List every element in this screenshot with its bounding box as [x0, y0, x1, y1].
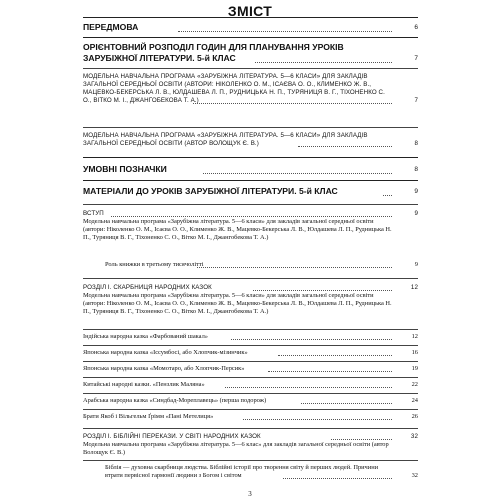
toc-page-number: 19	[411, 365, 418, 372]
divider	[83, 157, 418, 158]
toc-entry-tale-malyan[interactable]	[83, 381, 418, 389]
toc-entry-title: РОЗДІЛ І. СКАРБНИЦЯ НАРОДНИХ КАЗОК	[83, 284, 212, 291]
divider	[83, 37, 418, 38]
toc-entry-biblical-program[interactable]	[83, 441, 418, 457]
toc-entry-title: РОЗДІЛ І. БІБЛІЙНІ ПЕРЕКАЗИ. У СВІТІ НАРОДНИХ КАЗОК	[83, 433, 261, 440]
toc-entry-title: ОРІЄНТОВНИЙ РОЗПОДІЛ ГОДИН ДЛЯ ПЛАНУВАННЯ УРОКІВ ЗАРУБІЖНОЇ ЛІТЕРАТУРИ. 5-й КЛАС	[83, 42, 344, 63]
toc-entry-program-authors[interactable]	[83, 73, 418, 105]
divider	[83, 17, 418, 18]
dot-leader	[331, 439, 392, 440]
toc-entry-title: Індійська народна казка «Фарбований шакал»	[83, 333, 208, 340]
toc-entry-section-biblical[interactable]	[83, 433, 418, 441]
dot-leader	[383, 195, 392, 196]
toc-page-number: 16	[411, 349, 418, 356]
toc-page-number: 22	[411, 381, 418, 388]
dot-leader	[197, 267, 392, 268]
toc-page-number: 32	[411, 472, 418, 480]
dot-leader	[268, 371, 392, 372]
toc-entry-title: Біблія — духовна скарбниця людства. Біблійні історії про творення світу й перших людей. Причини втрати первісної гармонії людини з Богом і світом	[105, 464, 379, 480]
toc-entry-tale-sindbad[interactable]	[83, 397, 418, 405]
toc-entry-book-role[interactable]	[83, 261, 418, 269]
toc-entry-title: МОДЕЛЬНА НАВЧАЛЬНА ПРОГРАМА «ЗАРУБІЖНА ЛІТЕРАТУРА. 5—6 КЛАСИ» ДЛЯ ЗАКЛАДІВ ЗАГАЛЬНОЇ СЕРЕДНЬОЇ ОСВІТИ (АВТОР ВОЛОЩУК Є. В.)	[83, 132, 368, 147]
toc-page-number: 24	[411, 397, 418, 404]
divider	[83, 409, 418, 410]
dot-leader	[243, 419, 392, 420]
dot-leader	[203, 173, 392, 174]
toc-entry-title: ВСТУП	[83, 210, 104, 217]
toc-entry-program-voloshchuk[interactable]	[83, 132, 418, 148]
dot-leader	[301, 403, 392, 404]
divider	[83, 204, 418, 205]
toc-page-number: 9	[414, 261, 418, 268]
divider	[83, 361, 418, 362]
dot-leader	[225, 387, 392, 388]
toc-page-number: 9	[414, 188, 418, 195]
dot-leader	[283, 478, 392, 479]
toc-entry-title: Японська народна казка «Момотаро, або Хлопчик-Персик»	[83, 365, 245, 372]
toc-entry-title: Брати Якоб і Вільгельм Ґрімм «Пані Метелиця»	[83, 413, 214, 420]
toc-page-number: 7	[414, 55, 418, 62]
dot-leader	[178, 31, 392, 32]
divider	[83, 68, 418, 69]
toc-entry-title: Роль книжки в третьому тисячолітті	[105, 261, 204, 268]
toc-entry-tale-momotaro[interactable]	[83, 365, 418, 373]
divider	[83, 428, 418, 429]
page-title: ЗМІСТ	[227, 3, 273, 19]
toc-entry-section-1-program[interactable]	[83, 292, 418, 317]
toc-page-number: 6	[414, 24, 418, 31]
toc-page-number: 12	[410, 284, 418, 291]
dot-leader	[255, 62, 392, 63]
toc-entry-hours-distribution[interactable]	[83, 42, 418, 64]
toc-entry-title: Модельна навчальна програма «Зарубіжна література. 5—6 класи» для закладів загальної середньої освіти (автори: Ніколенко О. М., Ісаєва О. О., Клименко Ж. В., Мацевко-Бекерська Л. В., Юлдашева Л. П., Рудницька Н. П., Туряниця В. Г., Тіхоненко С. О., Вітко М. І., Джангобекова Т. А.)	[83, 218, 392, 242]
divider	[83, 180, 418, 181]
toc-entry-materials[interactable]	[83, 186, 418, 197]
toc-page-number: 7	[414, 97, 418, 104]
divider	[83, 377, 418, 378]
divider	[83, 278, 418, 279]
divider	[83, 393, 418, 394]
toc-entry-tale-jackal[interactable]	[83, 333, 418, 341]
toc-entry-title: МАТЕРІАЛИ ДО УРОКІВ ЗАРУБІЖНОЇ ЛІТЕРАТУРИ. 5-й КЛАС	[83, 186, 338, 196]
toc-entry-title: УМОВНІ ПОЗНАЧКИ	[83, 164, 167, 174]
toc-entry-preface[interactable]	[83, 22, 418, 33]
toc-entry-intro[interactable]	[83, 210, 418, 218]
toc-page-number: 26	[411, 413, 418, 420]
dot-leader	[253, 290, 392, 291]
toc-entry-intro-program[interactable]	[83, 218, 418, 243]
divider	[83, 127, 418, 128]
toc-page-number: 8	[414, 166, 418, 173]
toc-entry-title: ПЕРЕДМОВА	[83, 22, 139, 32]
toc-page-number: 9	[414, 210, 418, 217]
toc-entry-tale-metelytsia[interactable]	[83, 413, 418, 421]
toc-entry-section-1[interactable]	[83, 284, 418, 292]
toc-entry-bible-treasury[interactable]	[83, 464, 418, 480]
divider	[83, 329, 418, 330]
dot-leader	[298, 146, 392, 147]
page-number-footer: 3	[248, 490, 252, 498]
toc-page-number: 12	[411, 333, 418, 340]
dot-leader	[278, 355, 392, 356]
toc-entry-title: МОДЕЛЬНА НАВЧАЛЬНА ПРОГРАМА «ЗАРУБІЖНА ЛІТЕРАТУРА. 5—6 КЛАСИ» ДЛЯ ЗАКЛАДІВ ЗАГАЛЬНОЇ СЕРЕДНЬОЇ ОСВІТИ (АВТОРИ: НІКОЛЕНКО О. М., ІСАЄВА О. О., КЛИМЕНКО Ж. В., МАЦЕВКО-БЕКЕРСЬКА Л. В., ЮЛДАШЕВА Л. П., РУДНИЦЬКА Н. П., ТУРЯНИЦЯ В. Г., ТІХОНЕНКО С. О., ВІТКО М. І., ДЖАНГОБЕКОВА Т. А.)	[83, 73, 385, 104]
toc-page-number: 8	[414, 140, 418, 147]
toc-entry-title: Японська народна казка «Іссумбосі, або Хлопчик-мізинчик»	[83, 349, 248, 356]
toc-entry-title: Модельна навчальна програма «Зарубіжна література. 5—6 клас» для закладів загальної середньої освіти (автор Волощук Є. В.)	[83, 441, 389, 457]
toc-entry-tale-issumbosi[interactable]	[83, 349, 418, 357]
divider	[83, 345, 418, 346]
divider	[83, 460, 418, 461]
toc-entry-legend[interactable]	[83, 164, 418, 175]
toc-entry-title: Китайські народні казки. «Пензлик Маляна»	[83, 381, 205, 388]
toc-entry-title: Арабська народна казка «Синдбад-Мореплавець» (перша подорож)	[83, 397, 267, 404]
toc-entry-title: Модельна навчальна програма «Зарубіжна література. 5—6 класи» для закладів загальної середньої освіти (автори: Ніколенко О. М., Ісаєва О. О., Клименко Ж. В., Мацевко-Бекерська Л. В., Юлдашева Л. П., Рудницька Н. П., Туряниця В. Г., Тіхоненко С. О., Вітко М. І., Джангобекова Т. А.)	[83, 292, 392, 316]
dot-leader	[193, 103, 392, 104]
dot-leader	[231, 339, 392, 340]
toc-page-number: 32	[410, 433, 418, 440]
dot-leader	[111, 216, 392, 217]
